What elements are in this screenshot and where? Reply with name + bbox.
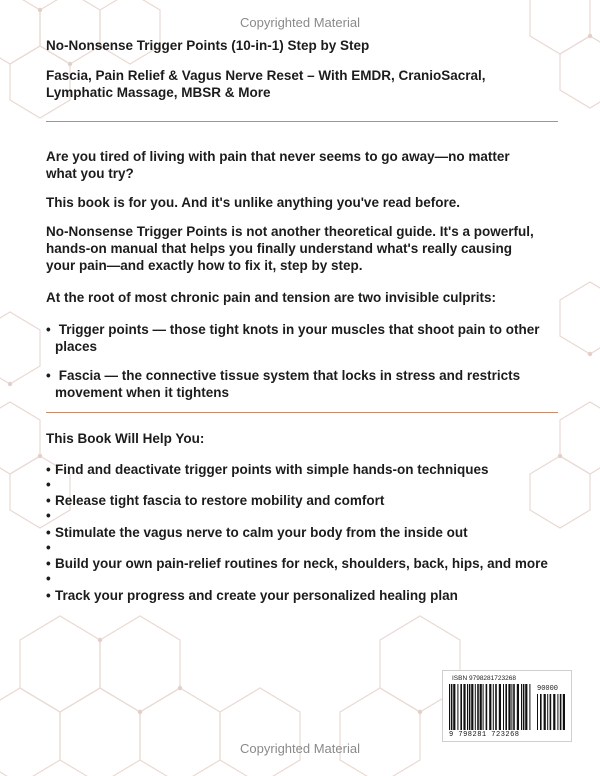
barcode-bar [503, 684, 504, 730]
barcode-bar [529, 684, 530, 730]
barcode-bars [449, 684, 533, 730]
intro-guide [46, 223, 560, 274]
isbn-digits: 9 798281 723268 [449, 731, 520, 739]
barcode-bar [550, 694, 552, 730]
help-item-text: Find and deactivate trigger points with simple hands-on techniques [55, 462, 489, 477]
culprit-text-continued: movement when it tightens [55, 385, 230, 400]
help-item-text: Build your own pain-relief routines for neck, shoulders, back, hips, and more [55, 556, 548, 571]
barcode-bar [547, 694, 548, 730]
bullet-dot: • [46, 571, 51, 586]
bullet-dot: • [46, 540, 51, 555]
barcode-bar [460, 684, 462, 730]
barcode-bar [495, 684, 497, 730]
isbn-barcode [442, 670, 572, 742]
barcode-bar [475, 684, 476, 730]
copyright-watermark-top: Copyrighted Material [240, 15, 360, 30]
price-barcode-bars [537, 694, 565, 730]
culprit-item [46, 321, 560, 355]
text-line: No-Nonsense Trigger Points is not another theoretical guide. It's a powerful, [46, 224, 534, 239]
bullet-dot: • [46, 322, 51, 337]
text-line: Are you tired of living with pain that never seems to go away—no matter [46, 149, 510, 164]
barcode-bar [489, 684, 491, 730]
barcode-bar [508, 684, 510, 730]
culprit-text: Fascia — the connective tissue system that locks in stress and restricts [55, 368, 521, 383]
bullet-dot: • [46, 508, 51, 523]
help-item [46, 524, 560, 541]
bullet-dot: • [46, 525, 51, 540]
text-line: what you try? [46, 166, 134, 181]
help-item [46, 587, 560, 604]
bullet-dot: • [46, 462, 51, 477]
barcode-bar [483, 684, 484, 730]
barcode-bar [480, 684, 482, 730]
help-heading: This Book Will Help You: [46, 431, 205, 446]
barcode-bar [553, 694, 555, 730]
subtitle-line: Lymphatic Massage, MBSR & More [46, 85, 271, 100]
barcode-bar [544, 694, 546, 730]
help-item [46, 492, 560, 509]
culprit-item [46, 367, 560, 401]
barcode-bar [523, 684, 525, 730]
barcode-bar [451, 684, 453, 730]
intro-for-you: This book is for you. And it's unlike anything you've read before. [46, 195, 460, 210]
barcode-bar [449, 684, 450, 730]
divider-top [46, 121, 558, 122]
barcode-bar [560, 694, 562, 730]
text-line: your pain—and exactly how to fix it, step by step. [46, 258, 363, 273]
barcode-bar [463, 684, 465, 730]
bullet-dot: • [46, 588, 51, 603]
text-line: hands-on manual that helps you finally understand what's really causing [46, 241, 513, 256]
culprit-text-continued: places [55, 339, 98, 354]
culprit-text: Trigger points — those tight knots in your muscles that shoot pain to other [55, 322, 540, 337]
copyright-watermark-bottom: Copyrighted Material [240, 741, 360, 756]
intro-question [46, 148, 560, 182]
barcode-bar [453, 684, 455, 730]
barcode-bar [563, 694, 565, 730]
barcode-bar [467, 684, 468, 730]
help-item-text: Release tight fascia to restore mobility and comfort [55, 493, 385, 508]
help-item-text: Track your progress and create your personalized healing plan [55, 588, 458, 603]
barcode-bar [517, 684, 519, 730]
barcode-bar [540, 694, 542, 730]
divider-middle [46, 412, 558, 413]
price-code: 90000 [537, 685, 559, 693]
book-title: No-Nonsense Trigger Points (10-in-1) Step by Step [46, 38, 370, 53]
bullet-dot: • [46, 493, 51, 508]
barcode-bar [477, 684, 479, 730]
barcode-bar [525, 684, 527, 730]
barcode-bar [469, 684, 471, 730]
subtitle-line: Fascia, Pain Relief & Vagus Nerve Reset – With EMDR, CranioSacral, [46, 68, 486, 83]
barcode-bar [537, 694, 538, 730]
barcode-bar [457, 684, 458, 730]
barcode-bar [513, 684, 515, 730]
barcode-bar [486, 684, 488, 730]
bullet-dot: • [46, 477, 51, 492]
barcode-bar [511, 684, 512, 730]
barcode-bar [493, 684, 494, 730]
barcode-bar [521, 684, 522, 730]
barcode-bar [471, 684, 473, 730]
isbn-label: ISBN 9798281723268 [452, 675, 516, 682]
bullet-dot: • [46, 368, 51, 383]
bullet-dot: • [46, 556, 51, 571]
help-item [46, 555, 560, 572]
intro-root: At the root of most chronic pain and tension are two invisible culprits: [46, 290, 497, 305]
help-item [46, 461, 560, 478]
book-subtitle [46, 67, 566, 101]
barcode-bar [505, 684, 507, 730]
barcode-bar [557, 694, 558, 730]
help-item-text: Stimulate the vagus nerve to calm your body from the inside out [55, 525, 468, 540]
barcode-bar [499, 684, 501, 730]
